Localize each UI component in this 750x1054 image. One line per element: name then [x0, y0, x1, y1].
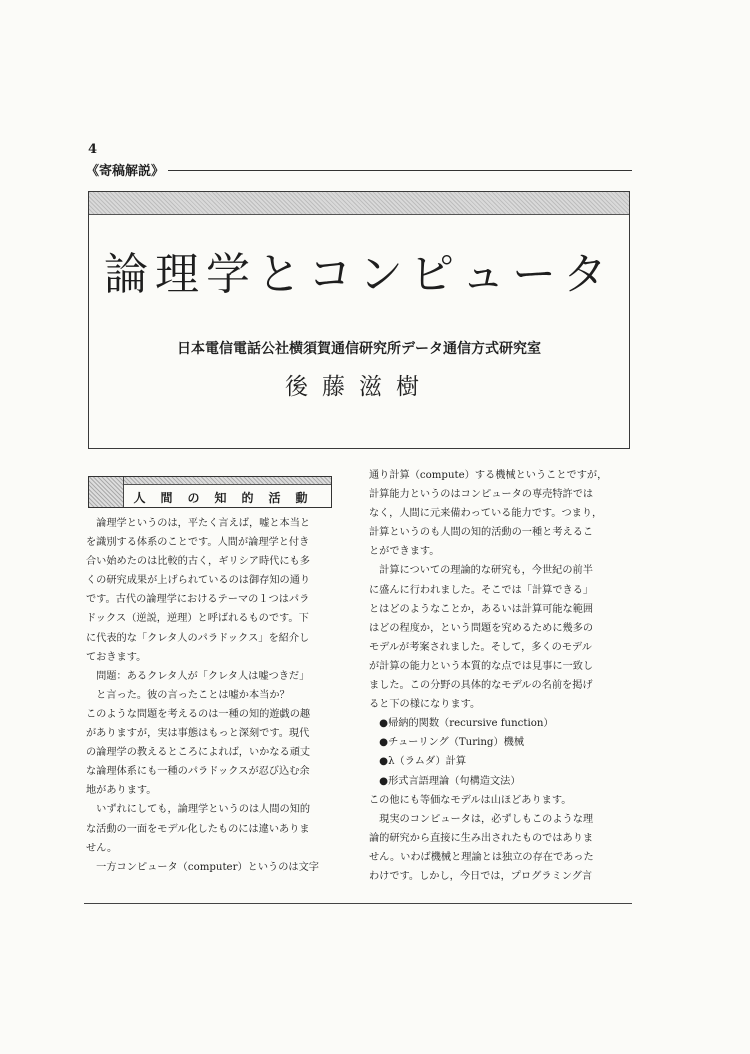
- article-title: 論理学とコンピュータ: [104, 249, 614, 300]
- text-line: モデルが考案されました。そして，多くのモデル: [369, 641, 592, 653]
- section-heading-box: [88, 476, 332, 508]
- text-line: 計算についての理論的な研究も，今世紀の前半: [369, 565, 593, 577]
- text-line: ●形式言語理論（句構造文法）: [369, 775, 521, 787]
- text-line: はどの程度か，という問題を究めるために幾多の: [369, 622, 594, 634]
- text-line: 計算能力というのはコンピュータの専売特許では: [369, 489, 594, 501]
- text-line: ドックス（逆説，逆理）と呼ばれるものです。下: [86, 613, 309, 625]
- text-line: せん。いわば機械と理論とは独立の存在であった: [369, 851, 594, 863]
- bottom-rule: [84, 903, 632, 904]
- author-name: 後藤滋樹: [285, 374, 433, 400]
- text-line: が計算の能力という本質的な点では見事に一致し: [369, 660, 594, 672]
- text-line: ておきます。: [86, 651, 147, 663]
- left-column: [86, 514, 348, 877]
- text-line: 現実のコンピュータは，必ずしもこのような理: [369, 813, 594, 825]
- text-line: 一方コンピュータ（computer）というのは文字: [86, 861, 319, 873]
- text-line: この他にも等価なモデルは山ほどあります。: [369, 794, 572, 806]
- text-line: 論理学というのは，平たく言えば，嘘と本当と: [86, 518, 311, 529]
- text-line: とはどのようなことか，あるいは計算可能な範囲: [369, 603, 594, 615]
- section-label: 《寄稿解説》: [86, 160, 168, 179]
- text-line: です。古代の論理学におけるテーマの１つはパラ: [86, 594, 310, 606]
- text-line: このような問題を考えるのは一種の知的遊戯の趣: [86, 708, 311, 720]
- text-line: 通り計算（compute）する機械ということですが，: [369, 470, 608, 481]
- text-line: と言った。彼の言ったことは嘘か本当か？: [86, 689, 290, 701]
- text-line: な活動の一面をモデル化したものには違いありま: [86, 823, 310, 835]
- text-line: 計算というのも人間の知的活動の一種と考えるこ: [369, 527, 594, 539]
- text-line: いずれにしても，論理学というのは人間の知的: [86, 804, 311, 816]
- text-line: なく，人間に元来備わっている能力です。つまり，: [369, 508, 603, 520]
- text-line: ●帰納的関数（recursive function）: [369, 718, 554, 730]
- text-line: ●チューリング（Turing）機械: [369, 737, 525, 749]
- author-affiliation: 日本電信電話公社横須賀通信研究所データ通信方式研究室: [177, 341, 541, 357]
- text-line: 問題：あるクレタ人が「クレタ人は嘘つきだ」: [86, 670, 310, 682]
- section-heading: 人間の知的活動: [133, 491, 323, 505]
- heading-hatched-corner: [89, 477, 124, 507]
- text-line: 合い始めたのは比較的古く，ギリシア時代にも多: [86, 556, 310, 568]
- text-line: がありますが，実は事態はもっと深刻です。現代: [86, 728, 310, 740]
- right-column: [369, 466, 632, 886]
- text-line: せん。: [86, 842, 118, 854]
- text-line: に盛んに行われました。そこでは「計算できる」: [369, 584, 594, 596]
- title-hatched-band: [89, 192, 629, 215]
- title-box: [88, 191, 630, 449]
- text-line: くの研究成果が上げられているのは御存知の通り: [86, 575, 311, 587]
- text-line: な論理体系にも一種のパラドックスが忍び込む余: [86, 766, 310, 778]
- text-line: の論理学の教えるところによれば，いかなる頑丈: [86, 747, 311, 759]
- text-line: を識別する体系のことです。人間が論理学と付き: [86, 537, 310, 549]
- text-line: に代表的な「クレタ人のパラドックス」を紹介し: [86, 632, 310, 644]
- header-row: [86, 160, 632, 180]
- text-line: ると下の様になります。: [369, 699, 481, 711]
- text-line: 論的研究から直接に生み出されたものではありま: [369, 832, 594, 844]
- text-line: ●λ（ラムダ）計算: [369, 756, 467, 768]
- text-line: わけです。しかし，今日では，プログラミング言: [369, 870, 593, 882]
- text-line: 地があります。: [86, 785, 157, 797]
- heading-hatched-band: [89, 477, 331, 485]
- text-line: ました。この分野の具体的なモデルの名前を掲げ: [369, 680, 593, 692]
- text-line: とができます。: [369, 546, 440, 558]
- page-number: 4: [88, 142, 98, 157]
